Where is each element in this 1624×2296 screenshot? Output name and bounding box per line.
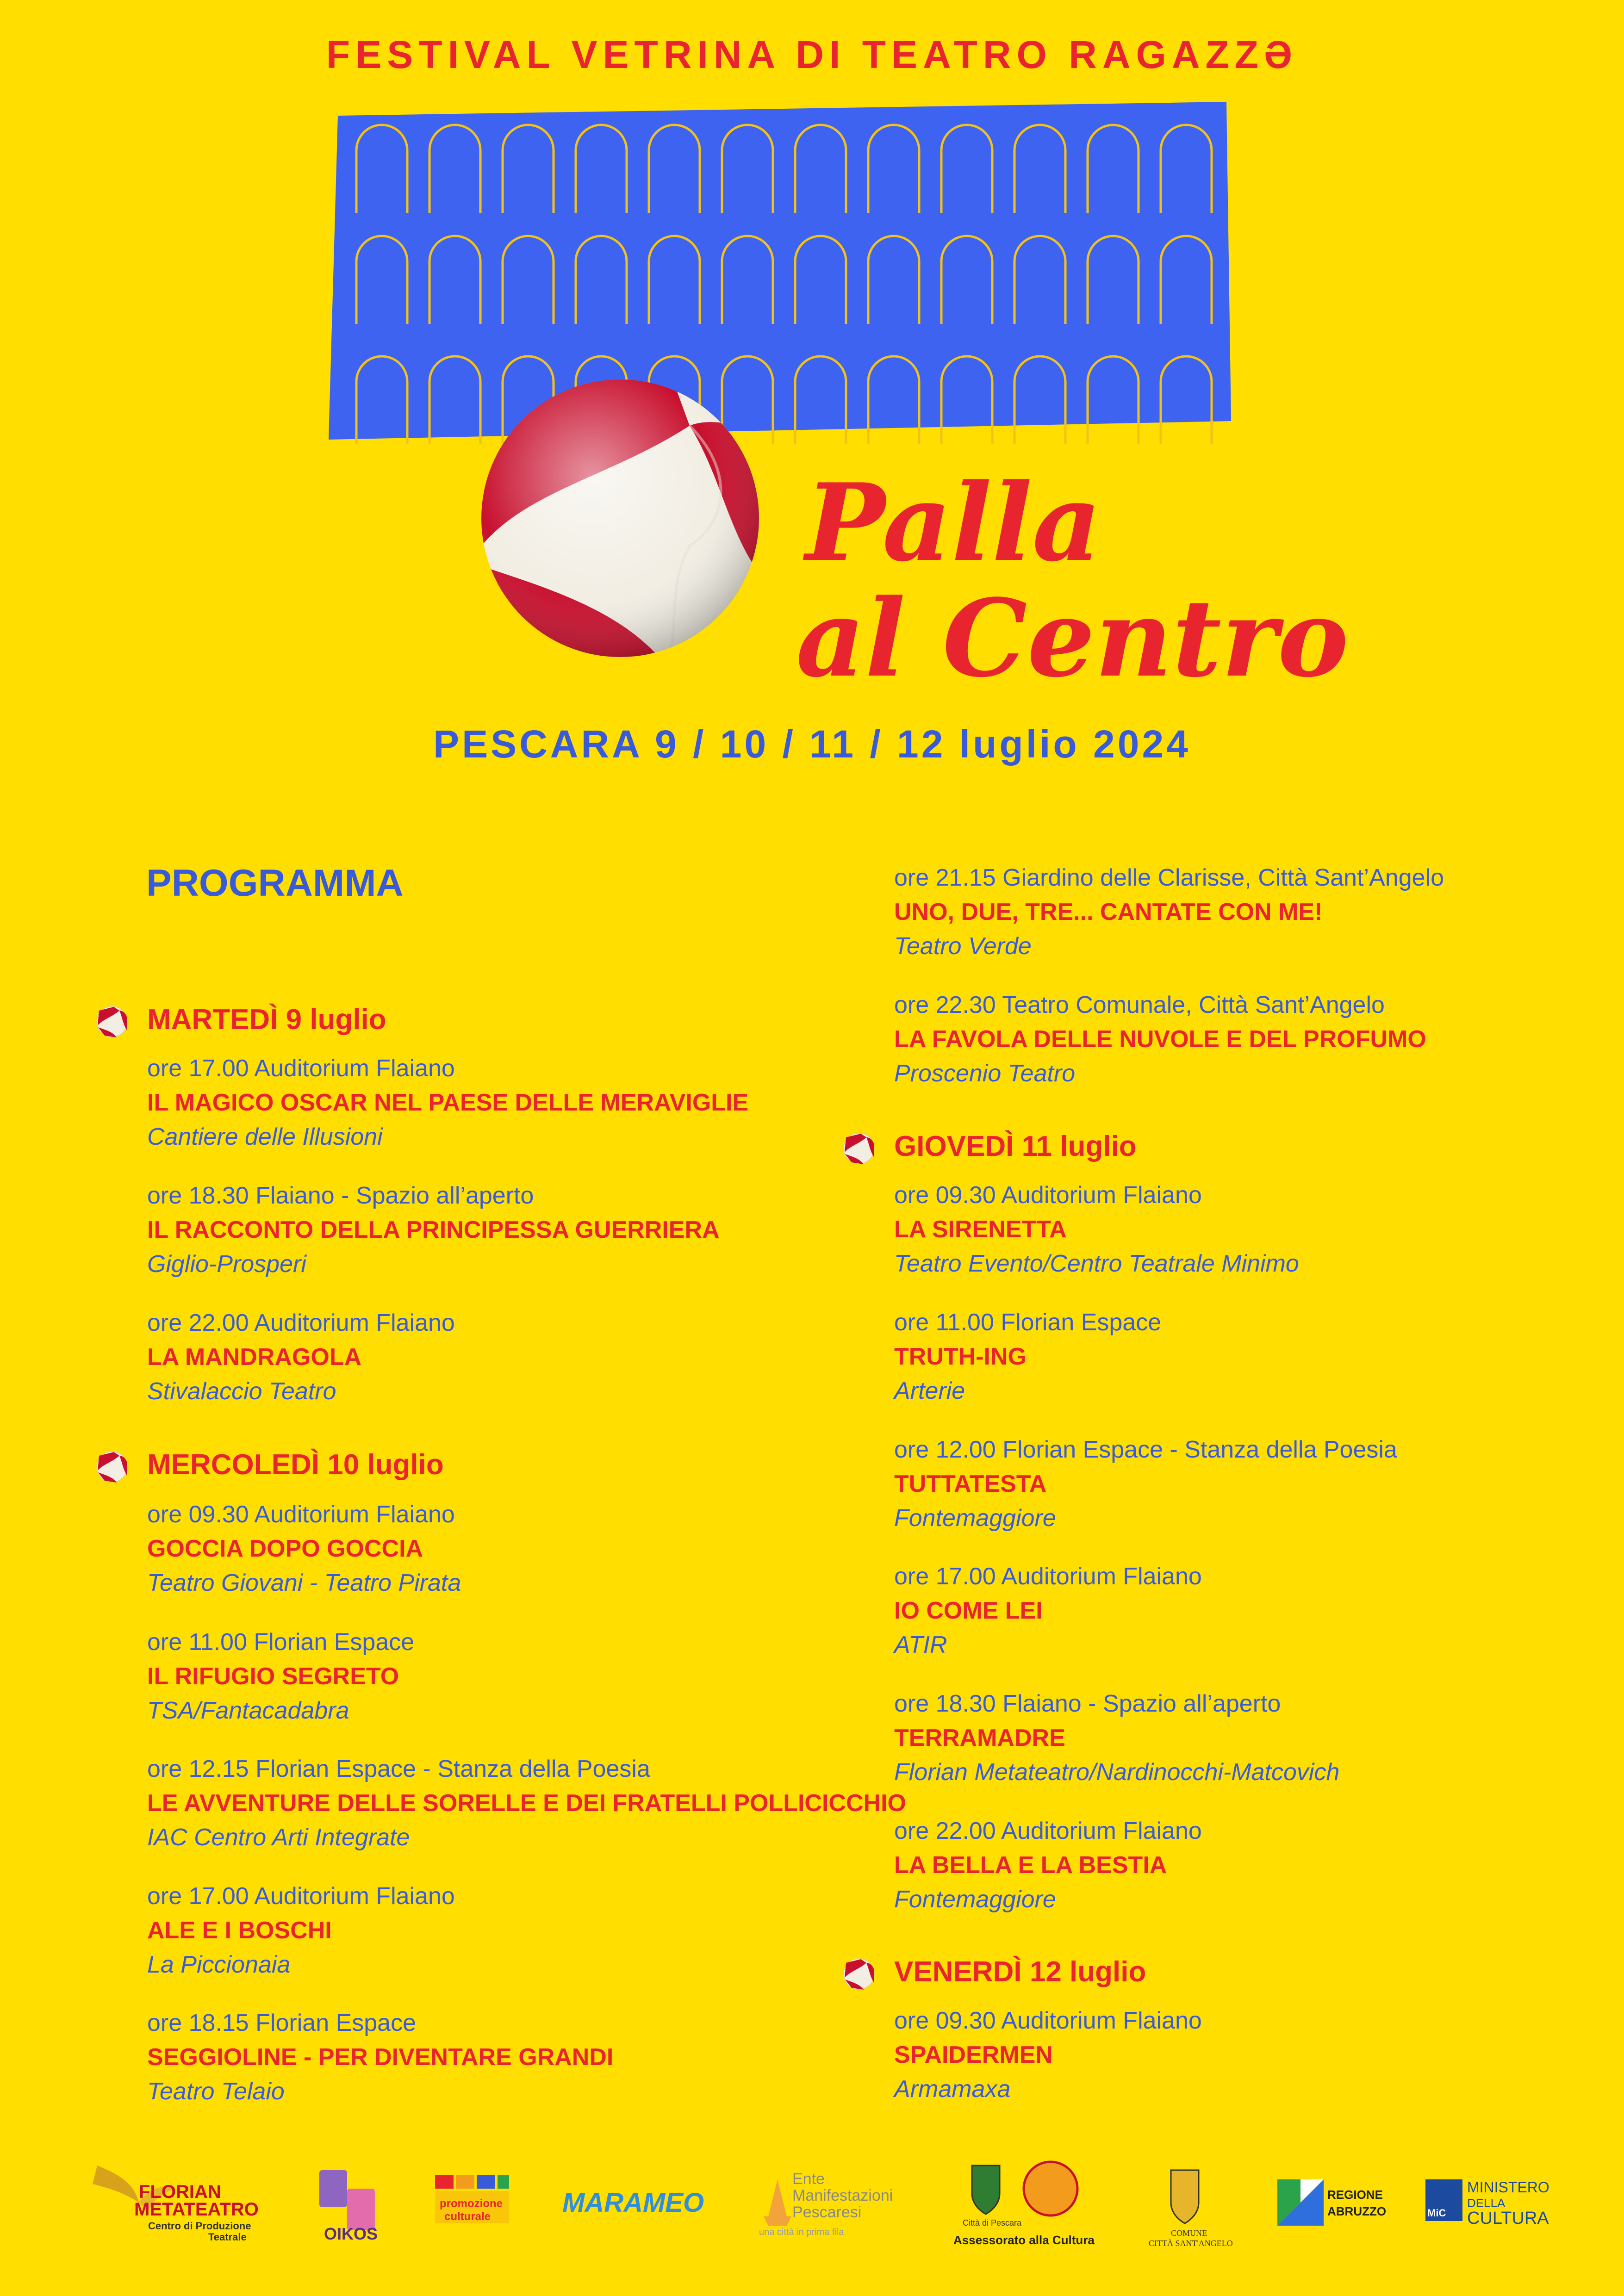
festival-logo-title (796, 458, 1349, 701)
svg-text:CITTÀ SANT'ANGELO: CITTÀ SANT'ANGELO (1149, 2239, 1233, 2248)
event-company: Teatro Giovani - Teatro Pirata (147, 1570, 461, 1596)
event-time-venue: ore 12.00 Florian Espace - Stanza della Poesia (894, 1436, 1397, 1463)
event-title: GOCCIA DOPO GOCCIA (147, 1535, 423, 1562)
oikos-logo (315, 2156, 384, 2249)
event-title: TRUTH-ING (894, 1343, 1027, 1370)
event-time-venue: ore 22.00 Auditorium Flaiano (894, 1818, 1202, 1844)
svg-text:REGIONE: REGIONE (1327, 2188, 1383, 2202)
svg-text:Teatrale: Teatrale (208, 2231, 247, 2243)
promozione-culturale-logo (430, 2156, 514, 2249)
event-company: Giglio-Prosperi (147, 1251, 306, 1278)
event-time-venue: ore 18.30 Flaiano - Spazio all’aperto (894, 1690, 1281, 1717)
day-heading-thursday (894, 1130, 1137, 1163)
event-time-venue: ore 09.30 Auditorium Flaiano (147, 1501, 455, 1528)
event-item (147, 1752, 906, 1855)
event-time-venue: ore 11.00 Florian Espace (894, 1309, 1162, 1336)
ministero-cultura-logo (1421, 2156, 1555, 2249)
day-label: GIOVEDÌ 11 luglio (894, 1130, 1137, 1162)
event-title: LA FAVOLA DELLE NUVOLE E DEL PROFUMO (894, 1026, 1426, 1053)
event-time-venue: ore 17.00 Auditorium Flaiano (894, 1563, 1202, 1590)
event-item (894, 2004, 1202, 2106)
svg-text:Ente: Ente (792, 2170, 825, 2188)
svg-text:CULTURA: CULTURA (1467, 2209, 1549, 2228)
svg-text:promozione: promozione (440, 2197, 503, 2210)
marameo-logo (562, 2156, 706, 2249)
svg-text:OIKOS: OIKOS (324, 2224, 378, 2243)
event-time-venue: ore 21.15 Giardino delle Clarisse, Città Sant’Angelo (894, 864, 1444, 891)
event-item (894, 1559, 1202, 1662)
event-title: LA BELLA E LA BESTIA (894, 1852, 1167, 1879)
event-company: IAC Centro Arti Integrate (147, 1824, 410, 1851)
event-title: LA MANDRAGOLA (147, 1344, 362, 1371)
svg-text:DELLA: DELLA (1467, 2196, 1506, 2210)
event-company: Proscenio Teatro (894, 1060, 1076, 1087)
svg-text:MiC: MiC (1427, 2207, 1446, 2219)
event-company: Florian Metateatro/Nardinocchi-Matcovich (894, 1759, 1340, 1786)
event-company: Stivalaccio Teatro (147, 1378, 336, 1405)
event-item (894, 861, 1444, 963)
event-company: Fontemaggiore (894, 1886, 1056, 1913)
regione-abruzzo-logo (1273, 2156, 1387, 2249)
event-company: La Piccionaia (147, 1951, 291, 1978)
event-company: Teatro Telaio (147, 2078, 285, 2105)
beach-ball-image (472, 370, 768, 666)
festival-title: FESTIVAL VETRINA DI TEATRO RAGAZZƏ (326, 33, 1298, 76)
svg-text:Manifestazioni: Manifestazioni (792, 2187, 893, 2204)
event-company: Fontemaggiore (894, 1505, 1056, 1532)
event-title: UNO, DUE, TRE... CANTATE CON ME! (894, 899, 1323, 925)
festival-dates: PESCARA 9 / 10 / 11 / 12 luglio 2024 (433, 722, 1191, 766)
event-title: LE AVVENTURE DELLE SORELLE E DEI FRATELLI POLLICICCHIO (147, 1790, 906, 1817)
program-heading: PROGRAMMA (146, 862, 404, 904)
svg-text:Città di Pescara: Città di Pescara (963, 2218, 1022, 2228)
event-company: Arterie (894, 1378, 965, 1404)
event-item (894, 1178, 1299, 1281)
event-time-venue: ore 09.30 Auditorium Flaiano (894, 2007, 1202, 2034)
event-company: Cantiere delle Illusioni (147, 1123, 383, 1150)
event-time-venue: ore 18.30 Flaiano - Spazio all’aperto (147, 1182, 534, 1209)
beach-ball-icon (842, 1132, 876, 1167)
event-time-venue: ore 09.30 Auditorium Flaiano (894, 1182, 1202, 1209)
event-company: Teatro Evento/Centro Teatrale Minimo (894, 1250, 1299, 1277)
ente-manifestazioni-pescaresi-logo (754, 2156, 907, 2249)
svg-text:ABRUZZO: ABRUZZO (1327, 2204, 1387, 2218)
event-title: IL MAGICO OSCAR NEL PAESE DELLE MERAVIGLIE (147, 1089, 749, 1116)
event-time-venue: ore 12.15 Florian Espace - Stanza della Poesia (147, 1756, 650, 1782)
svg-text:MARAMEO: MARAMEO (562, 2188, 704, 2218)
event-item (147, 2006, 613, 2109)
event-company: TSA/Fantacadabra (147, 1697, 349, 1724)
beach-ball-icon (95, 1450, 129, 1486)
event-time-venue: ore 11.00 Florian Espace (147, 1629, 415, 1656)
svg-text:COMUNE: COMUNE (1171, 2228, 1207, 2238)
event-item (147, 1179, 720, 1281)
sponsor-logos (0, 2156, 1624, 2258)
event-item (147, 1879, 455, 1982)
event-item (894, 1433, 1397, 1535)
event-title: SPAIDERMEN (894, 2042, 1053, 2068)
event-title: TUTTATESTA (894, 1471, 1047, 1497)
event-item (147, 1497, 461, 1600)
event-title: TERRAMADRE (894, 1725, 1065, 1751)
event-title: SEGGIOLINE - PER DIVENTARE GRANDI (147, 2044, 614, 2071)
event-time-venue: ore 18.15 Florian Espace (147, 2010, 417, 2036)
svg-text:culturale: culturale (444, 2210, 491, 2223)
svg-text:FLORIAN: FLORIAN (139, 2182, 221, 2202)
svg-text:Pescaresi: Pescaresi (792, 2203, 862, 2221)
event-title: LA SIRENETTA (894, 1216, 1067, 1243)
florian-metateatro-logo (83, 2156, 259, 2249)
svg-text:una città in prima fila: una città in prima fila (759, 2227, 844, 2237)
beach-ball-icon (95, 1005, 129, 1041)
day-heading-tuesday (147, 1003, 386, 1036)
facade-panel (329, 102, 1231, 440)
event-time-venue: ore 22.00 Auditorium Flaiano (147, 1309, 455, 1336)
svg-text:Assessorato alla Cultura: Assessorato alla Cultura (953, 2233, 1095, 2247)
day-heading-friday (894, 1955, 1146, 1988)
event-item (894, 1814, 1202, 1917)
svg-text:MINISTERO: MINISTERO (1467, 2179, 1549, 2196)
svg-text:Centro di Produzione: Centro di Produzione (148, 2220, 251, 2232)
event-title: IL RACCONTO DELLA PRINCIPESSA GUERRIERA (147, 1216, 720, 1243)
event-title: ALE E I BOSCHI (147, 1917, 332, 1944)
theatre-facade-illustration (324, 97, 1250, 449)
event-company: ATIR (894, 1632, 947, 1658)
comune-citta-santangelo-logo (1139, 2156, 1231, 2249)
event-time-venue: ore 17.00 Auditorium Flaiano (147, 1055, 455, 1082)
title-line-2: al Centro (796, 576, 1349, 701)
event-item (894, 988, 1426, 1091)
event-company: Armamaxa (894, 2076, 1011, 2103)
beach-ball-icon (842, 1957, 876, 1993)
event-time-venue: ore 22.30 Teatro Comunale, Città Sant’Angelo (894, 992, 1385, 1018)
event-item (147, 1306, 455, 1409)
svg-text:METATEATRO: METATEATRO (134, 2199, 259, 2220)
event-title: IO COME LEI (894, 1597, 1043, 1624)
day-heading-wednesday (147, 1448, 444, 1481)
event-item (147, 1625, 414, 1728)
citta-di-pescara-logo (953, 2156, 1101, 2249)
event-item (894, 1687, 1339, 1789)
day-label: VENERDÌ 12 luglio (894, 1956, 1146, 1988)
event-item (147, 1051, 748, 1154)
angel-icon (83, 2156, 259, 2249)
event-title: IL RIFUGIO SEGRETO (147, 1663, 399, 1690)
event-company: Teatro Verde (894, 933, 1032, 960)
event-item (894, 1305, 1161, 1408)
title-line-1: Palla (805, 460, 1101, 585)
day-label: MARTEDÌ 9 luglio (147, 1004, 386, 1036)
event-time-venue: ore 17.00 Auditorium Flaiano (147, 1883, 455, 1910)
day-label: MERCOLEDÌ 10 luglio (147, 1449, 444, 1481)
